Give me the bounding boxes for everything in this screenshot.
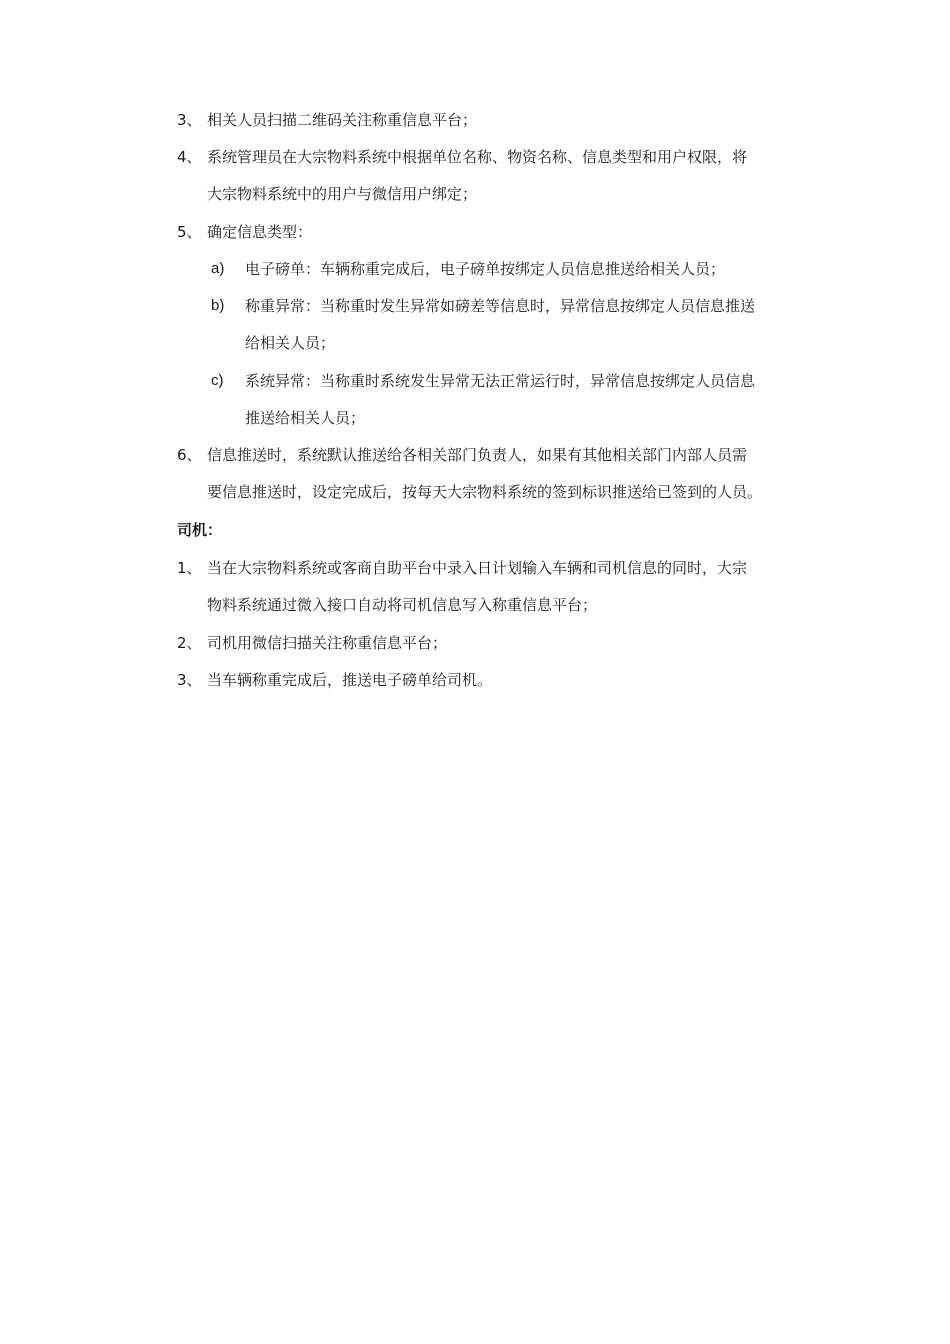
list-text: 系统管理员在大宗物料系统中根据单位名称、物资名称、信息类型和用户权限，将 — [207, 148, 748, 166]
list-text: 司机用微信扫描关注称重信息平台； — [207, 634, 448, 652]
list-text: 信息推送时，系统默认推送给各相关部门负责人，如果有其他相关部门内部人员需 — [207, 446, 748, 464]
sub-list-number: c) — [211, 372, 224, 389]
list-text: 大宗物料系统中的用户与微信用户绑定； — [207, 185, 478, 203]
list-text: 物料系统通过微入接口自动将司机信息写入称重信息平台； — [207, 596, 598, 614]
list-text: 相关人员扫描二维码关注称重信息平台； — [207, 111, 478, 129]
list-text: 要信息推送时，设定完成后，按每天大宗物料系统的签到标识推送给已签到的人员。 — [207, 483, 763, 501]
sub-list-number: b) — [211, 297, 225, 314]
sub-list-number: a) — [211, 260, 225, 277]
sub-list-text: 推送给相关人员； — [245, 409, 366, 427]
list-number: 1、 — [177, 559, 202, 577]
list-number: 2、 — [177, 634, 202, 652]
list-text: 当在大宗物料系统或客商自助平台中录入日计划输入车辆和司机信息的同时，大宗 — [207, 559, 748, 577]
list-text: 当车辆称重完成后，推送电子磅单给司机。 — [207, 671, 493, 689]
sub-list-text: 给相关人员； — [245, 334, 336, 352]
list-number: 4、 — [177, 148, 202, 166]
section-heading: 司机： — [177, 521, 223, 539]
list-text: 确定信息类型： — [207, 223, 313, 241]
list-number: 3、 — [177, 671, 202, 689]
list-number: 5、 — [177, 223, 202, 241]
list-number: 3、 — [177, 111, 202, 129]
list-number: 6、 — [177, 446, 202, 464]
sub-list-text: 系统异常：当称重时系统发生异常无法正常运行时，异常信息按绑定人员信息 — [245, 372, 756, 390]
sub-list-text: 称重异常：当称重时发生异常如磅差等信息时，异常信息按绑定人员信息推送 — [245, 297, 756, 315]
sub-list-text: 电子磅单：车辆称重完成后，电子磅单按绑定人员信息推送给相关人员； — [245, 260, 726, 278]
